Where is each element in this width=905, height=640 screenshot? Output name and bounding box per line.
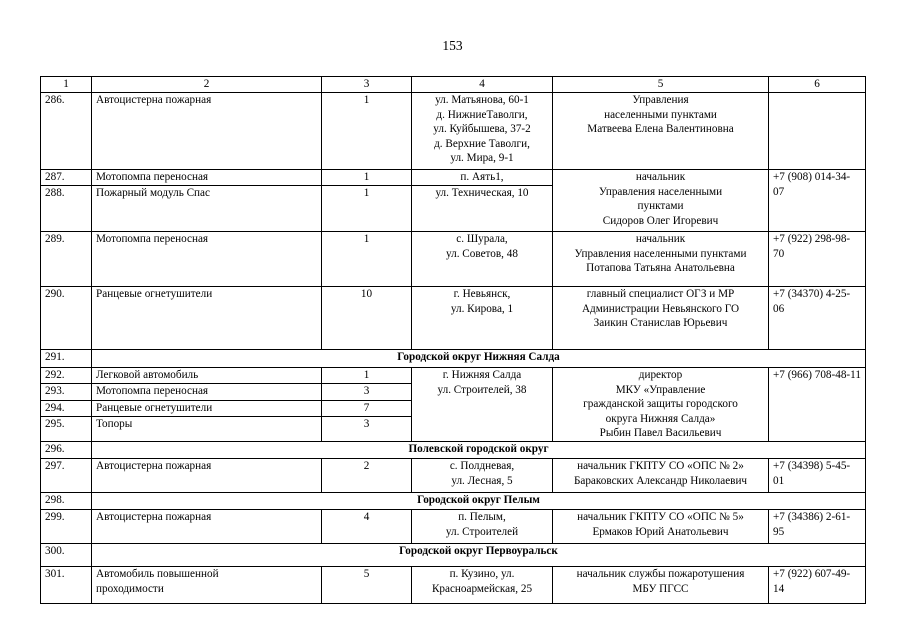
responsible-line: начальник ГКПТУ СО «ОПС № 2» [577, 459, 744, 472]
row-number: 292. [41, 368, 92, 384]
address-line: ул. Строителей, 38 [437, 383, 527, 396]
phone: +7 (922) 607-49-14 [769, 566, 866, 603]
row-number: 299. [41, 509, 92, 543]
quantity: 2 [322, 458, 412, 492]
table-header-row [41, 77, 866, 93]
address-line: д. Верхние Таволги, [434, 137, 530, 150]
responsible-line: директор [638, 369, 683, 381]
address [412, 509, 553, 543]
row-number: 296. [41, 441, 92, 458]
responsible-line: гражданской защиты городского [583, 398, 738, 411]
responsible-line: Заикин Станислав Юрьевич [593, 317, 728, 330]
address-line: ул. Строителей [445, 525, 519, 538]
quantity: 7 [322, 400, 412, 416]
row-number: 294. [41, 400, 92, 416]
column-header: 5 [553, 77, 769, 93]
table-row [41, 232, 866, 287]
quantity: 10 [322, 287, 412, 350]
column-header: 2 [92, 77, 322, 93]
column-header: 6 [769, 77, 866, 93]
responsible-line: Матвеева Елена Валентиновна [587, 123, 734, 136]
address-line: ул. Кирова, 1 [450, 302, 514, 315]
address-line: д. НижниеТаволги, [436, 108, 528, 121]
equipment-name: Топоры [92, 417, 322, 442]
responsible-person [553, 170, 769, 232]
responsible-line: главный специалист ОГЗ и МР [586, 288, 735, 300]
address [412, 287, 553, 350]
phone: +7 (34370) 4-25-06 [769, 287, 866, 350]
responsible-person [553, 368, 769, 442]
responsible-line: Сидоров Олег Игоревич [602, 214, 719, 227]
address-line: ул. Советов, 48 [446, 247, 518, 260]
row-number: 301. [41, 566, 92, 603]
responsible-line: МКУ «Управление [615, 383, 706, 396]
address [412, 93, 553, 170]
responsible-line: Ермаков Юрий Анатольевич [592, 525, 729, 538]
responsible-person [553, 458, 769, 492]
equipment-name-line: проходимости [96, 582, 164, 595]
section-title: Полевской городской округ [92, 441, 866, 458]
equipment-table [40, 76, 866, 604]
equipment-name [92, 566, 322, 603]
equipment-name: Автоцистерна пожарная [92, 458, 322, 492]
responsible-line: пунктами [637, 200, 684, 213]
responsible-line: МБУ ПГСС [632, 582, 689, 595]
address-line: п. Кузино, ул. [449, 567, 515, 580]
responsible-line: Управления [632, 94, 689, 106]
responsible-line: Администрации Невьянского ГО [581, 302, 740, 315]
quantity: 1 [322, 170, 412, 186]
responsible-line: Бараковских Александр Николаевич [573, 474, 748, 487]
address-line: г. Нижняя Салда [442, 369, 522, 381]
address-line: ул. Мира, 9-1 [450, 152, 514, 165]
quantity: 1 [322, 232, 412, 287]
phone: +7 (908) 014-34-07 [769, 170, 866, 232]
column-header: 1 [41, 77, 92, 93]
address-line: ул. Матьянова, 60-1 [435, 94, 529, 106]
responsible-line: Рыбин Павел Васильевич [599, 427, 722, 440]
section-row [41, 543, 866, 566]
row-number: 290. [41, 287, 92, 350]
responsible-person [553, 509, 769, 543]
address [412, 458, 553, 492]
address-line: с. Шурала, [456, 233, 508, 245]
phone: +7 (966) 708-48-11 [769, 368, 866, 442]
equipment-name: Пожарный модуль Спас [92, 186, 322, 232]
responsible-line: Потапова Татьяна Анатольевна [586, 262, 735, 275]
address [412, 566, 553, 603]
row-number: 300. [41, 543, 92, 566]
row-number: 291. [41, 350, 92, 368]
row-number: 288. [41, 186, 92, 232]
equipment-name: Автоцистерна пожарная [92, 509, 322, 543]
table-row [41, 287, 866, 350]
equipment-name: Мотопомпа переносная [92, 384, 322, 400]
address-line: г. Невьянск, [453, 288, 511, 300]
equipment-name: Автоцистерна пожарная [92, 93, 322, 170]
equipment-name: Ранцевые огнетушители [92, 400, 322, 416]
phone: +7 (34398) 5-45-01 [769, 458, 866, 492]
quantity: 3 [322, 384, 412, 400]
section-title: Городской округ Первоуральск [92, 543, 866, 566]
responsible-line: начальник службы пожаротушения [576, 567, 745, 580]
address [412, 368, 553, 442]
address-line: ул. Лесная, 5 [451, 474, 513, 487]
row-number: 295. [41, 417, 92, 442]
responsible-line: Управления населенными [598, 185, 723, 198]
responsible-line: Управления населенными пунктами [574, 247, 747, 260]
responsible-person [553, 566, 769, 603]
quantity: 1 [322, 368, 412, 384]
quantity: 1 [322, 93, 412, 170]
section-title: Городской округ Пелым [92, 492, 866, 509]
table-row [41, 93, 866, 170]
phone: +7 (34386) 2-61-95 [769, 509, 866, 543]
equipment-name: Легковой автомобиль [92, 368, 322, 384]
equipment-name-line: Автомобиль повышенной [96, 567, 219, 580]
responsible-person [553, 287, 769, 350]
row-number: 289. [41, 232, 92, 287]
responsible-line: начальник [635, 171, 686, 183]
section-row [41, 492, 866, 509]
section-row [41, 441, 866, 458]
phone: +7 (922) 298-98-70 [769, 232, 866, 287]
address-line: с. Полдневая, [449, 459, 515, 472]
address-line: ул. Куйбышева, 37-2 [433, 123, 531, 136]
address: п. Аять1, [412, 170, 553, 186]
address [412, 232, 553, 287]
row-number: 287. [41, 170, 92, 186]
address: ул. Техническая, 10 [412, 186, 553, 232]
table-row [41, 566, 866, 603]
responsible-line: населенными пунктами [604, 108, 717, 121]
row-number: 286. [41, 93, 92, 170]
row-number: 297. [41, 458, 92, 492]
page-number: 153 [442, 38, 463, 53]
table-row [41, 170, 866, 186]
quantity: 5 [322, 566, 412, 603]
address-line: Красноармейская, 25 [431, 582, 533, 595]
equipment-name: Мотопомпа переносная [92, 170, 322, 186]
responsible-person [553, 232, 769, 287]
section-row [41, 350, 866, 368]
quantity: 4 [322, 509, 412, 543]
quantity: 1 [322, 186, 412, 232]
column-header: 3 [322, 77, 412, 93]
table-row [41, 509, 866, 543]
responsible-line: начальник ГКПТУ СО «ОПС № 5» [577, 510, 744, 523]
column-header: 4 [412, 77, 553, 93]
row-number: 298. [41, 492, 92, 509]
equipment-name: Ранцевые огнетушители [92, 287, 322, 350]
table-row [41, 458, 866, 492]
responsible-line: округа Нижняя Салда» [605, 412, 716, 425]
quantity: 3 [322, 417, 412, 442]
responsible-line: начальник [635, 233, 686, 245]
table-row [41, 368, 866, 384]
responsible-person [553, 93, 769, 170]
row-number: 293. [41, 384, 92, 400]
address-line: п. Пелым, [458, 510, 506, 523]
section-title: Городской округ Нижняя Салда [92, 350, 866, 368]
phone [769, 93, 866, 170]
equipment-name: Мотопомпа переносная [92, 232, 322, 287]
